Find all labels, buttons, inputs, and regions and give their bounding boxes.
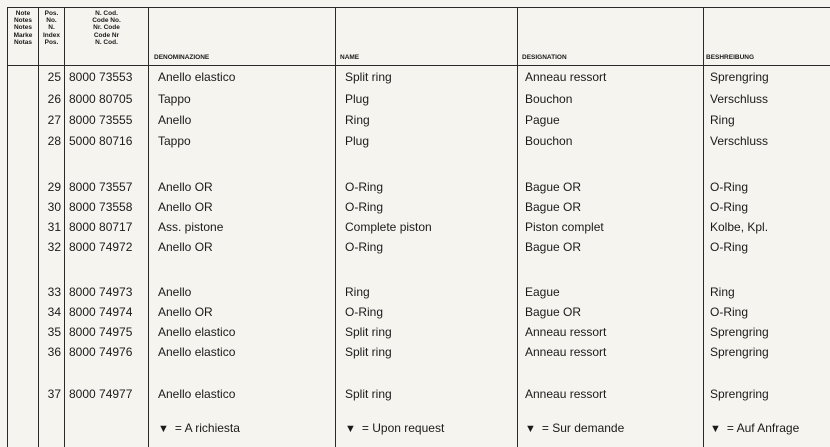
header-name: NAME bbox=[340, 54, 360, 61]
footer-legend-en bbox=[345, 421, 444, 435]
row-27-de: Ring bbox=[710, 113, 735, 127]
row-35-en: Split ring bbox=[345, 325, 392, 339]
col-line-4 bbox=[335, 7, 336, 447]
row-37-it: Anello elastico bbox=[158, 387, 236, 401]
row-28-it: Tappo bbox=[158, 134, 191, 148]
row-32-pos: 32 bbox=[47, 240, 61, 254]
row-28-pos: 28 bbox=[47, 134, 61, 148]
row-25-en: Split ring bbox=[345, 70, 392, 84]
row-30-pos: 30 bbox=[47, 200, 61, 214]
row-28-fr: Bouchon bbox=[525, 134, 573, 148]
row-28-en: Plug bbox=[345, 134, 370, 148]
row-36-it: Anello elastico bbox=[158, 345, 236, 359]
col-line-6 bbox=[703, 7, 704, 447]
row-34-en: O-Ring bbox=[345, 305, 384, 319]
row-25-de: Sprengring bbox=[710, 70, 769, 84]
row-32-it: Anello OR bbox=[158, 240, 213, 254]
col-line-3 bbox=[148, 7, 149, 447]
row-31-it: Ass. pistone bbox=[158, 220, 224, 234]
row-28-de: Verschluss bbox=[710, 134, 769, 148]
down-triangle-icon: ▼ bbox=[345, 423, 356, 435]
table-top-border bbox=[7, 7, 830, 8]
row-36-en: Split ring bbox=[345, 345, 392, 359]
row-32-fr: Bague OR bbox=[525, 240, 582, 254]
row-35-it: Anello elastico bbox=[158, 325, 236, 339]
col-line-5 bbox=[517, 7, 518, 447]
footer-legend-it-text: = A richiesta bbox=[174, 421, 240, 435]
row-33-pos: 33 bbox=[47, 285, 61, 299]
header-designation: DESIGNATION bbox=[522, 54, 567, 61]
row-31-code: 8000 80717 bbox=[69, 220, 133, 234]
row-35-de: Sprengring bbox=[710, 325, 769, 339]
header-beschreibung: BESHREIBUNG bbox=[706, 54, 755, 61]
footer-legend-it bbox=[158, 421, 240, 435]
row-31-en: Complete piston bbox=[345, 220, 432, 234]
header-code: N. Cod. Code No. Nr. Code Code Nr N. Cod. bbox=[92, 10, 121, 46]
row-26-it: Tappo bbox=[158, 92, 191, 106]
row-26-pos: 26 bbox=[47, 92, 61, 106]
row-33-fr: Eague bbox=[525, 285, 560, 299]
row-29-pos: 29 bbox=[47, 180, 61, 194]
row-29-it: Anello OR bbox=[158, 180, 213, 194]
row-29-fr: Bague OR bbox=[525, 180, 582, 194]
footer-legend-fr bbox=[525, 421, 624, 435]
row-37-pos: 37 bbox=[47, 387, 61, 401]
footer-legend-en-text: = Upon request bbox=[361, 421, 445, 435]
row-29-code: 8000 73557 bbox=[69, 180, 133, 194]
row-33-code: 8000 74973 bbox=[69, 285, 133, 299]
row-34-fr: Bague OR bbox=[525, 305, 582, 319]
row-30-en: O-Ring bbox=[345, 200, 384, 214]
row-33-de: Ring bbox=[710, 285, 735, 299]
down-triangle-icon: ▼ bbox=[525, 423, 536, 435]
row-36-de: Sprengring bbox=[710, 345, 769, 359]
row-25-it: Anello elastico bbox=[158, 70, 236, 84]
header-notes: Note Notes Notes Marke Notas bbox=[13, 10, 33, 46]
row-27-code: 8000 73555 bbox=[69, 113, 133, 127]
row-25-fr: Anneau ressort bbox=[525, 70, 607, 84]
row-27-en: Ring bbox=[345, 113, 370, 127]
header-pos: Pos. No. N. Index Pos. bbox=[43, 10, 60, 46]
col-line-2 bbox=[64, 7, 65, 447]
down-triangle-icon: ▼ bbox=[710, 423, 721, 435]
row-31-de: Kolbe, Kpl. bbox=[710, 220, 769, 234]
row-30-it: Anello OR bbox=[158, 200, 213, 214]
row-25-code: 8000 73553 bbox=[69, 70, 133, 84]
row-37-de: Sprengring bbox=[710, 387, 769, 401]
row-36-pos: 36 bbox=[47, 345, 61, 359]
row-34-it: Anello OR bbox=[158, 305, 213, 319]
row-30-code: 8000 73558 bbox=[69, 200, 133, 214]
row-36-code: 8000 74976 bbox=[69, 345, 133, 359]
row-29-de: O-Ring bbox=[710, 180, 749, 194]
row-32-en: O-Ring bbox=[345, 240, 384, 254]
row-26-fr: Bouchon bbox=[525, 92, 573, 106]
footer-legend-de-text: = Auf Anfrage bbox=[726, 421, 800, 435]
row-28-code: 5000 80716 bbox=[69, 134, 133, 148]
row-37-code: 8000 74977 bbox=[69, 387, 133, 401]
row-27-fr: Pague bbox=[525, 113, 560, 127]
row-26-de: Verschluss bbox=[710, 92, 769, 106]
row-35-code: 8000 74975 bbox=[69, 325, 133, 339]
row-33-it: Anello bbox=[158, 285, 192, 299]
row-32-de: O-Ring bbox=[710, 240, 749, 254]
row-25-pos: 25 bbox=[47, 70, 61, 84]
row-37-fr: Anneau ressort bbox=[525, 387, 607, 401]
row-34-pos: 34 bbox=[47, 305, 61, 319]
row-31-fr: Piston complet bbox=[525, 220, 604, 234]
header-bottom-border bbox=[7, 65, 830, 66]
row-26-code: 8000 80705 bbox=[69, 92, 133, 106]
col-line-0 bbox=[7, 7, 8, 447]
row-33-en: Ring bbox=[345, 285, 370, 299]
row-29-en: O-Ring bbox=[345, 180, 384, 194]
row-26-en: Plug bbox=[345, 92, 370, 106]
header-denominazione: DENOMINAZIONE bbox=[154, 54, 210, 61]
row-34-code: 8000 74974 bbox=[69, 305, 133, 319]
row-30-de: O-Ring bbox=[710, 200, 749, 214]
row-27-it: Anello bbox=[158, 113, 192, 127]
down-triangle-icon: ▼ bbox=[158, 423, 169, 435]
row-35-pos: 35 bbox=[47, 325, 61, 339]
row-31-pos: 31 bbox=[47, 220, 61, 234]
footer-legend-fr-text: = Sur demande bbox=[541, 421, 625, 435]
footer-legend-de bbox=[710, 421, 799, 435]
row-36-fr: Anneau ressort bbox=[525, 345, 607, 359]
row-37-en: Split ring bbox=[345, 387, 392, 401]
row-32-code: 8000 74972 bbox=[69, 240, 133, 254]
row-35-fr: Anneau ressort bbox=[525, 325, 607, 339]
row-27-pos: 27 bbox=[47, 113, 61, 127]
row-34-de: O-Ring bbox=[710, 305, 749, 319]
row-30-fr: Bague OR bbox=[525, 200, 582, 214]
